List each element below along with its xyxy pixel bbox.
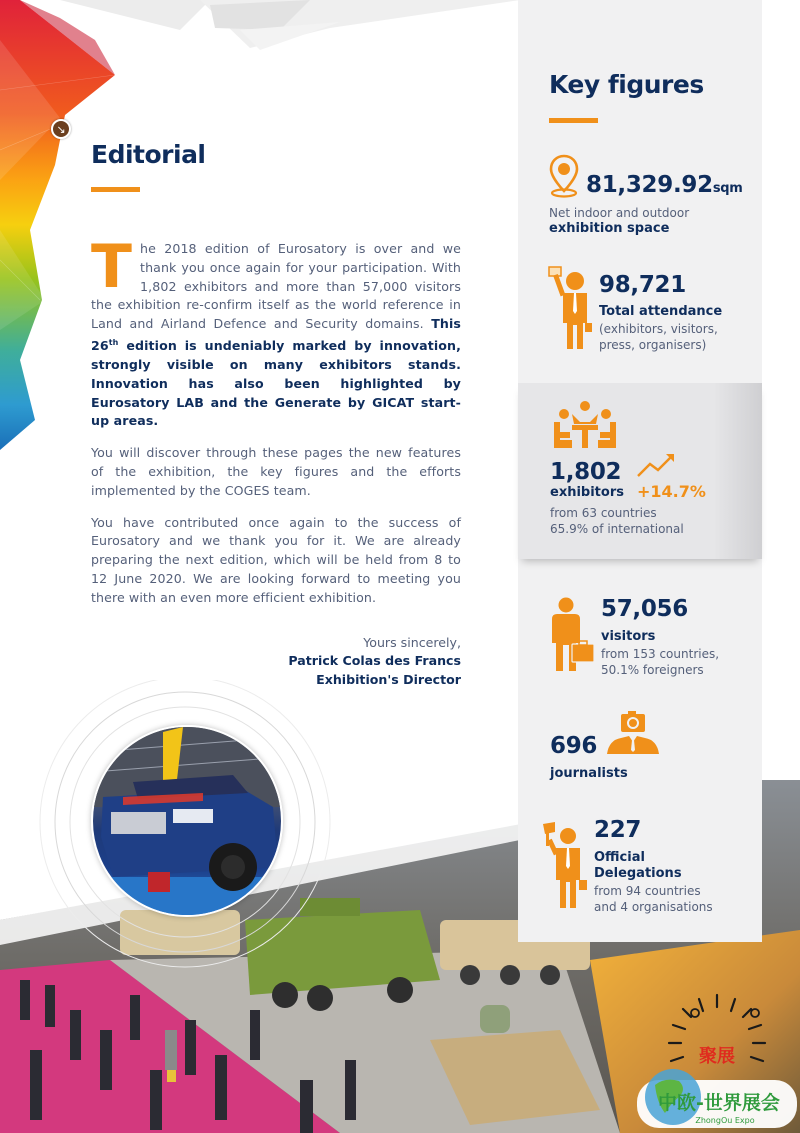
trend-up-icon <box>636 452 676 478</box>
drop-cap: T <box>91 232 133 302</box>
paragraph-1-bold-b: edition is undeniably marked by innovation, strongly visible on many exhibitors stands. Innovation has also been highlighted by Eurosatory LAB and the Generate by GICAT start-up areas. <box>91 338 461 429</box>
exhibitors-label: exhibitors <box>550 485 624 500</box>
editorial-body <box>91 232 461 608</box>
space-description: Net indoor and outdoor <box>549 206 690 220</box>
camera-journalist-icon <box>605 710 661 756</box>
journalists-label: journalists <box>550 766 628 781</box>
attendance-value: 98,721 <box>599 272 686 298</box>
key-figures-underline <box>549 118 598 123</box>
visitors-detail-1: from 153 countries, <box>601 647 720 661</box>
space-label: exhibition space <box>549 221 670 236</box>
editorial-paragraph-1 <box>91 232 461 431</box>
signature-block <box>91 634 461 690</box>
pickup-truck-illustration <box>93 727 283 917</box>
arrow-down-badge-icon: ↘ <box>51 119 71 139</box>
signatory-role: Exhibition's Director <box>316 671 461 687</box>
zhongou-expo-watermark-logo <box>635 985 800 1133</box>
delegations-detail-2: and 4 organisations <box>594 900 713 914</box>
editorial-title: Editorial <box>91 140 206 169</box>
exhibitors-detail-1: from 63 countries <box>550 506 657 520</box>
space-unit: sqm <box>712 181 743 196</box>
ordinal-suffix: th <box>108 337 119 347</box>
editorial-paragraph-2: You will discover through these pages the new features of the exhibition, the key figures and the efforts implemented by the COGES team. <box>91 445 461 498</box>
person-badge-icon <box>547 265 593 351</box>
space-figure <box>586 174 743 197</box>
watermark-sub-text: ZhongOu Expo <box>695 1116 755 1125</box>
paragraph-1-bold-a: This 26 <box>91 316 461 354</box>
delegations-label-1: Official <box>594 850 645 865</box>
visitors-value: 57,056 <box>601 596 688 622</box>
exhibitors-value: 1,802 <box>550 459 622 485</box>
attendance-detail-1: (exhibitors, visitors, <box>599 322 718 336</box>
attendance-label: Total attendance <box>599 304 723 319</box>
vehicle-circle-photo <box>91 725 283 917</box>
signatory-name: Patrick Colas des Francs <box>288 653 461 669</box>
visitors-detail-2: 50.1% foreigners <box>601 663 704 677</box>
meeting-table-icon <box>552 400 618 450</box>
delegations-label-2: Delegations <box>594 866 682 881</box>
title-underline <box>91 187 140 192</box>
key-figures-title: Key figures <box>549 70 704 99</box>
journalists-value: 696 <box>550 733 598 759</box>
closing-line: Yours sincerely, <box>363 634 461 650</box>
visitors-label: visitors <box>601 629 656 644</box>
editorial-section <box>91 140 461 689</box>
space-value: 81,329.92 <box>586 172 713 198</box>
attendance-detail-2: press, organisers) <box>599 338 707 352</box>
exhibitors-growth: +14.7% <box>637 482 706 501</box>
exhibitors-detail-2: 65.9% of international <box>550 522 684 536</box>
location-pin-icon <box>548 153 580 199</box>
watermark-top-text: 聚展 <box>699 1046 735 1067</box>
paragraph-1-lead: he 2018 edition of Eurosatory is over and we thank you once again for your participation. With 1,802 exhibitors and more than 57,000 visitors the exhibition re-confirm itself as the world reference in Land and Airland Defence and Security domains. <box>91 241 461 332</box>
flag-person-icon <box>542 822 588 910</box>
delegations-value: 227 <box>594 817 642 843</box>
editorial-paragraph-3: You have contributed once again to the success of Eurosatory and we thank you for it. We are already preparing the next edition, which will be held from 8 to 12 June 2020. We are looking forward to meeting you there with an even more efficient exhibition. <box>91 514 461 605</box>
watermark-main-text: 中欧-世界展会 <box>658 1092 780 1114</box>
visitor-briefcase-icon <box>548 597 596 673</box>
delegations-detail-1: from 94 countries <box>594 884 701 898</box>
